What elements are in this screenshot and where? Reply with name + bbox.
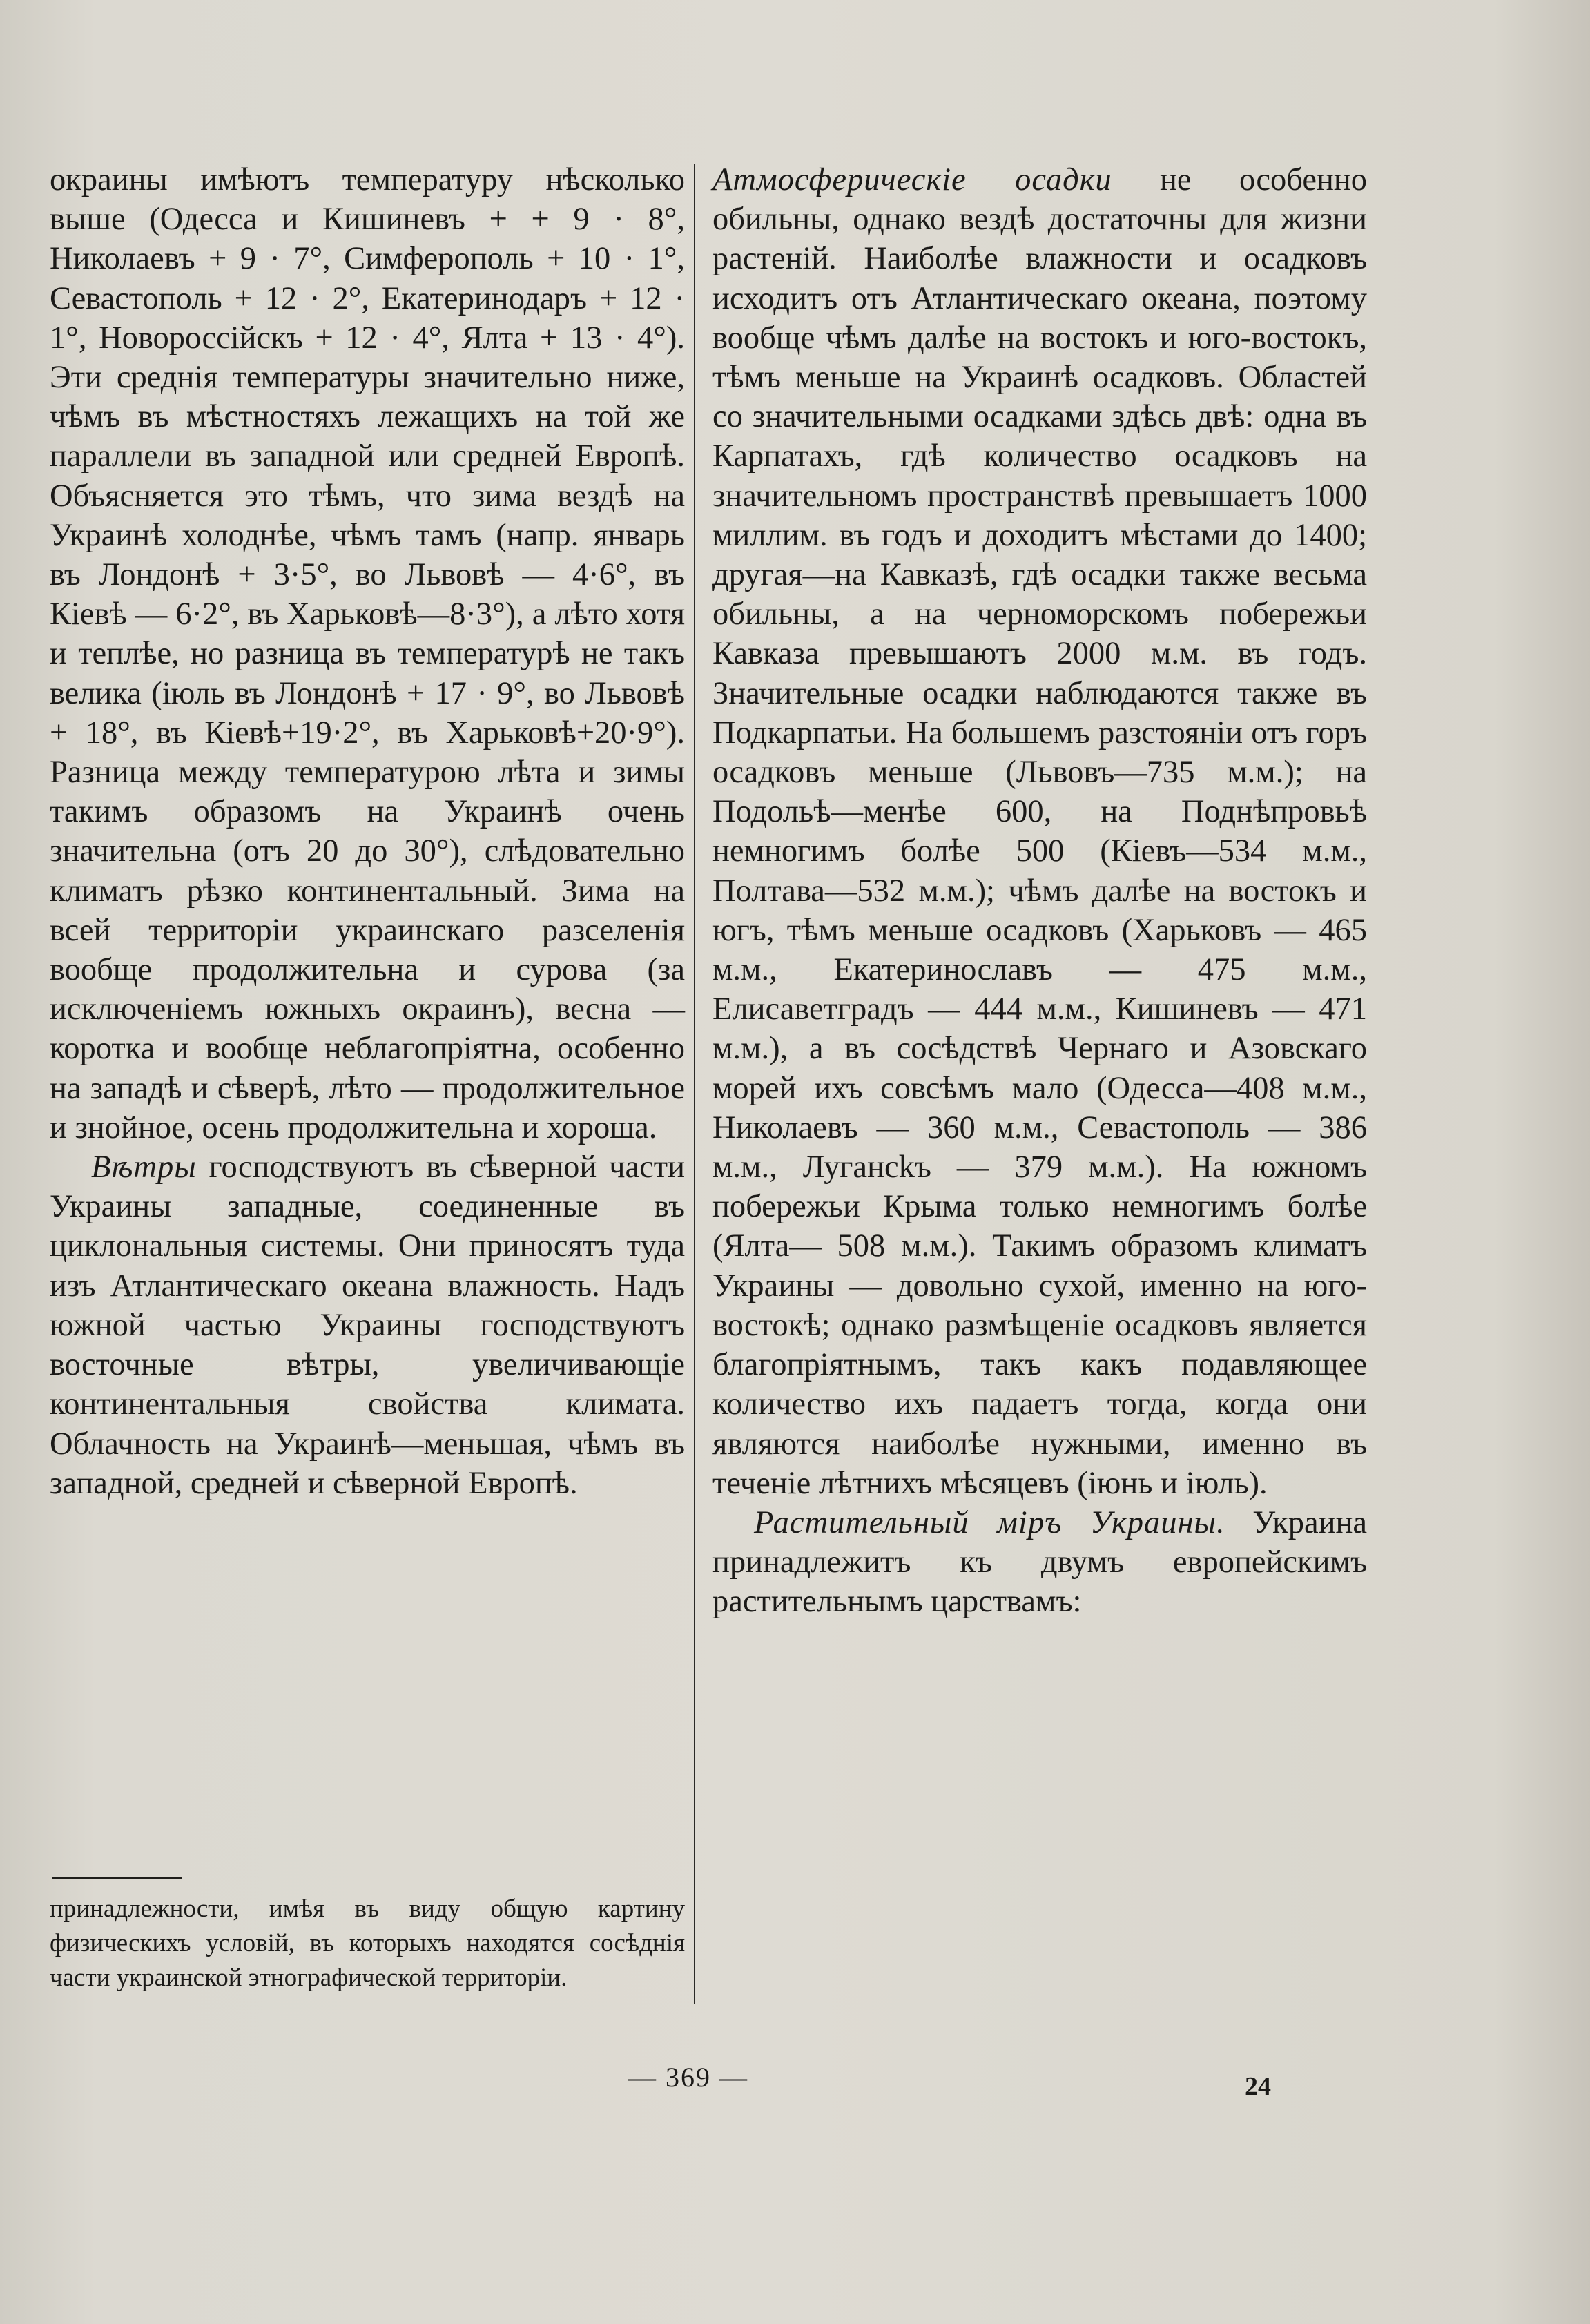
paragraph-flora-text: Украина принадлежитъ къ двумъ европейскимъ растительнымъ царствамъ: xyxy=(712,1504,1367,1620)
paragraph-temperature: окраины имѣютъ температуру нѣсколько выше (Одесса и Кишиневъ + + 9 · 8°, Николаевъ + 9 · 7°, Симферополь + 10 · 1°, Севастополь + 12 · 2°, Екатеринодаръ + 12 · 1°, Новороссійскъ + 12 · 4°, Ялта + 13 · 4°). Эти среднія температуры значительно ниже, чѣмъ въ мѣстностяхъ лежащихъ на той же параллели въ западной или средней Европѣ. Объясняется это тѣмъ, что зима вездѣ на Украинѣ холоднѣе, чѣмъ тамъ (напр. январь въ Лондонѣ + 3·5°, во Львовѣ — 4·6°, въ Кіевѣ — 6·2°, въ Харьковѣ—8·3°), а лѣто хотя и теплѣе, но разница въ температурѣ не такъ велика (іюль въ Лондонѣ + 17 · 9°, во Львовѣ + 18°, въ Кіевѣ+19·2°, въ Харьковѣ+20·9°). Разница между температурою лѣта и зимы такимъ образомъ на Украинѣ очень значительна (отъ 20 до 30°), слѣдовательно климатъ рѣзко континентальный. Зима на всей территоріи украинскаго разселенія вообще продолжительна и сурова (за исключеніемъ южныхъ окраинъ), весна — коротка и вообще неблагопріятна, особенно на западѣ и сѣверѣ, лѣто — продолжительное и знойное, осень продолжительна и хороша. xyxy=(50,162,685,1145)
section-lead-flora: Растительный міръ Украины. xyxy=(754,1504,1225,1540)
page-number: — 369 — xyxy=(628,2062,748,2093)
paragraph-flora xyxy=(712,1503,1367,1622)
footnote xyxy=(50,1892,685,1995)
column-divider xyxy=(694,164,695,2004)
left-column xyxy=(50,160,685,1503)
right-column xyxy=(712,160,1367,1622)
footnote-rule xyxy=(52,1877,182,1879)
paragraph-winds-text: господствуютъ въ сѣверной части Украины западные, соединенные въ циклональныя системы. Они приносятъ туда изъ Атлантическаго океана влажность. Надъ южной частью Украины господствуютъ восточные вѣтры, увеличивающіе континентальныя свойства климата. Облачность на Украинѣ—меньшая, чѣмъ въ западной, средней и сѣверной Европѣ. xyxy=(50,1150,685,1501)
footnote-text: принадлежности, имѣя въ виду общую картину физическихъ условій, въ которыхъ находятся сосѣднія части украинской этнографической территоріи. xyxy=(50,1895,685,1992)
signature-mark: 24 xyxy=(1245,2072,1271,2101)
paragraph-winds xyxy=(50,1148,685,1503)
section-lead-precipitation: Атмосферическіе осадки xyxy=(712,162,1112,197)
section-lead-winds: Вѣтры xyxy=(91,1150,197,1185)
paragraph-precipitation xyxy=(712,160,1367,1503)
paragraph-precipitation-text: не особенно обильны, однако вездѣ достаточны для жизни растеній. Наиболѣе влажности и осадковъ исходитъ отъ Атлантическаго океана, поэтому вообще чѣмъ далѣе на востокъ и юго-востокъ, тѣмъ меньше на Украинѣ осадковъ. Областей со значительными осадками здѣсь двѣ: одна въ Карпатахъ, гдѣ количество осадковъ на значительномъ пространствѣ превышаетъ 1000 миллим. въ годъ и доходитъ мѣстами до 1400; другая—на Кавказѣ, гдѣ осадки также весьма обильны, а на черноморскомъ побережьи Кавказа превышаютъ 2000 м.м. въ годъ. Значительные осадки наблюдаются также въ Подкарпатьи. На большемъ разстояніи отъ горъ осадковъ меньше (Львовъ—735 м.м.); на Подольѣ—менѣе 600, на Поднѣпровьѣ немногимъ болѣе 500 (Кіевъ—534 м.м., Полтава—532 м.м.); чѣмъ далѣе на востокъ и югъ, тѣмъ меньше осадковъ (Харьковъ — 465 м.м., Екатеринославъ — 475 м.м., Елисаветградъ — 444 м.м., Кишиневъ — 471 м.м.), а въ сосѣдствѣ Чернаго и Азовскаго морей ихъ совсѣмъ мало (Одесса—408 м.м., Николаевъ — 360 м.м., Севастополь — 386 м.м., Лугансkъ — 379 м.м.). На южномъ побережьи Крыма только немногимъ болѣе (Ялта— 508 м.м.). Такимъ образомъ климатъ Украины — довольно сухой, именно на юго-востокѣ; однако размѣщеніе осадковъ является благопріятнымъ, такъ какъ подавляющее количество ихъ падаетъ тогда, когда они являются наиболѣе нужными, именно въ теченіе лѣтнихъ мѣсяцевъ (іюнь и іюль). xyxy=(712,162,1367,1501)
